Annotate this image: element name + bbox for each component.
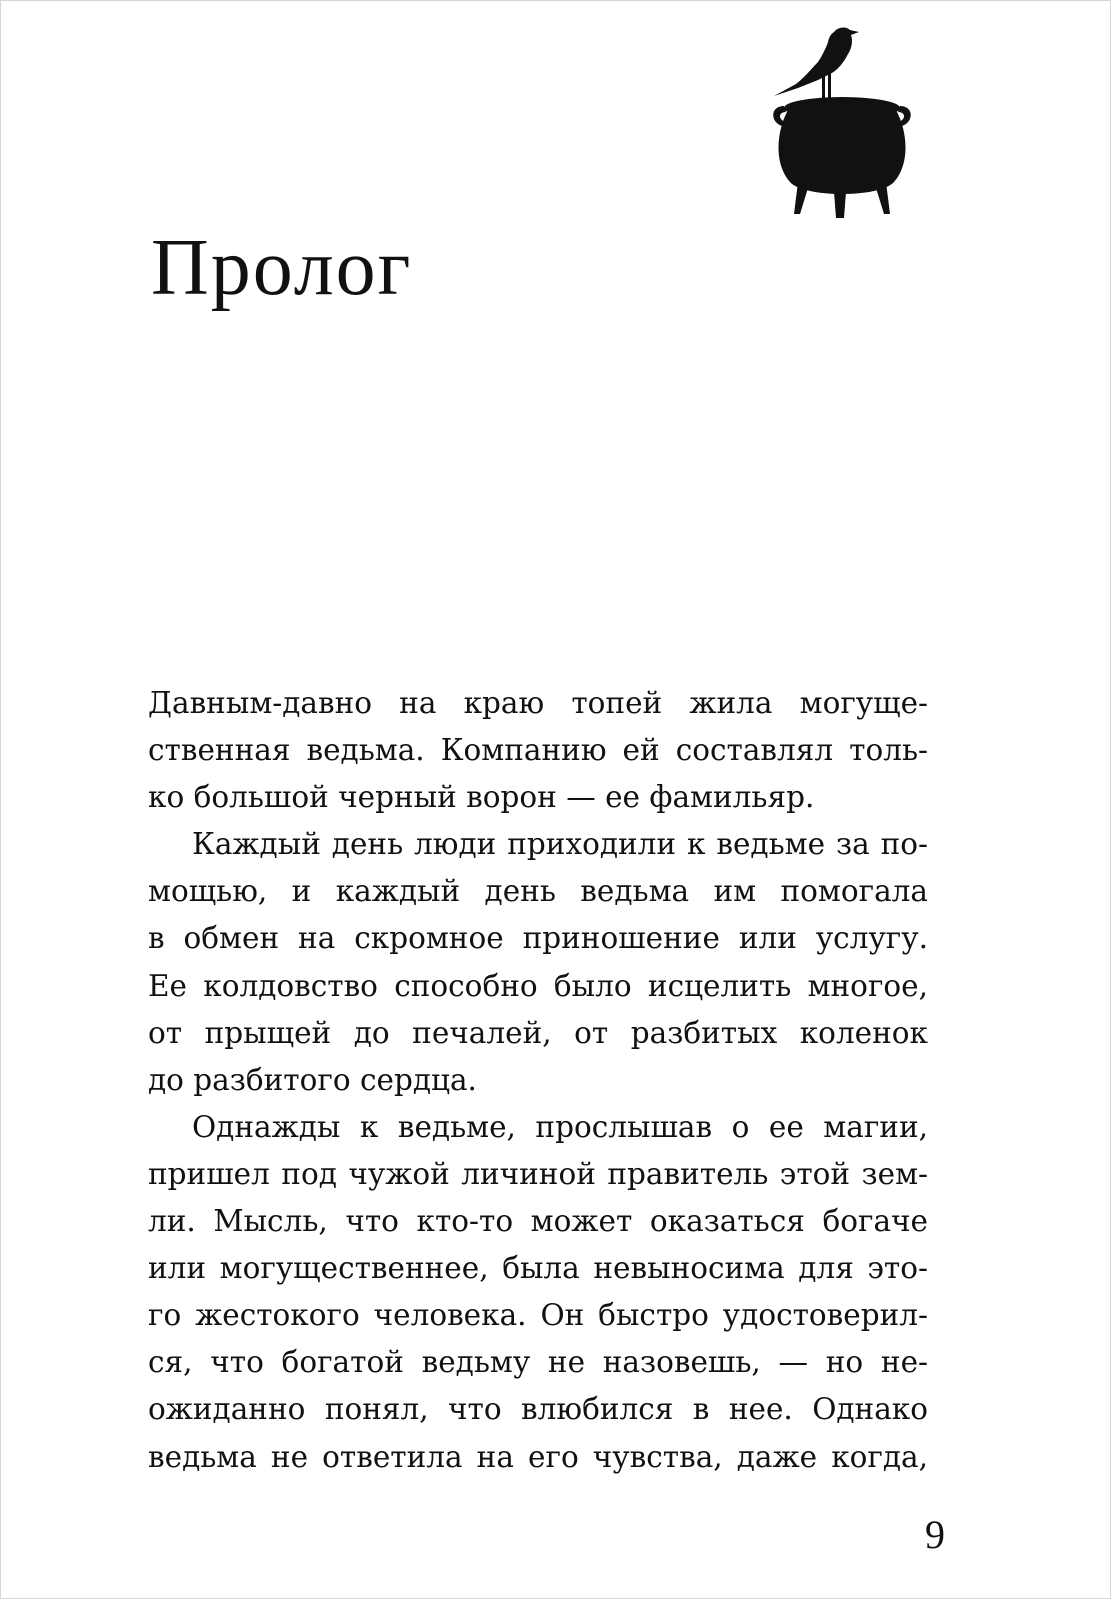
text-line: в обмен на скромное приношение или услугу. xyxy=(148,921,928,956)
paragraph xyxy=(148,1104,928,1481)
text-line: Однажды к ведьме, прослышав о ее магии, xyxy=(192,1109,928,1144)
text-line: пришел под чужой личиной правитель этой зем- xyxy=(148,1156,928,1191)
raven-on-cauldron-icon xyxy=(768,22,928,222)
paragraph xyxy=(148,680,928,821)
text-line: ожиданно понял, что влюбился в нее. Однако xyxy=(148,1392,928,1427)
chapter-title: Пролог xyxy=(151,224,413,312)
body-text xyxy=(148,680,928,1481)
text-line: ственная ведьма. Компанию ей составлял толь- xyxy=(148,733,928,768)
text-line: го жестокого человека. Он быстро удостоверил- xyxy=(148,1298,928,1333)
text-line: Каждый день люди приходили к ведьме за по- xyxy=(192,827,928,862)
page-number: 9 xyxy=(925,1512,945,1557)
text-line: ся, что богатой ведьму не назовешь, — но не- xyxy=(148,1345,928,1380)
text-line: ли. Мысль, что кто-то может оказаться богаче xyxy=(148,1204,928,1239)
paragraph xyxy=(148,821,928,1104)
raven-icon xyxy=(774,28,859,96)
text-line: мощью, и каждый день ведьма им помогала xyxy=(148,874,928,909)
text-line: или могущественнее, была невыносима для это- xyxy=(148,1251,928,1286)
text-line: Ее колдовство способно было исцелить многое, xyxy=(148,968,928,1003)
text-line: Давным-давно на краю топей жила могуще- xyxy=(148,686,928,720)
text-line: от прыщей до печалей, от разбитых коленок xyxy=(148,1015,928,1050)
text-line: до разбитого сердца. xyxy=(148,1062,477,1097)
text-line: ко большой черный ворон — ее фамильяр. xyxy=(148,780,815,815)
text-line: ведьма не ответила на его чувства, даже когда, xyxy=(148,1439,928,1474)
